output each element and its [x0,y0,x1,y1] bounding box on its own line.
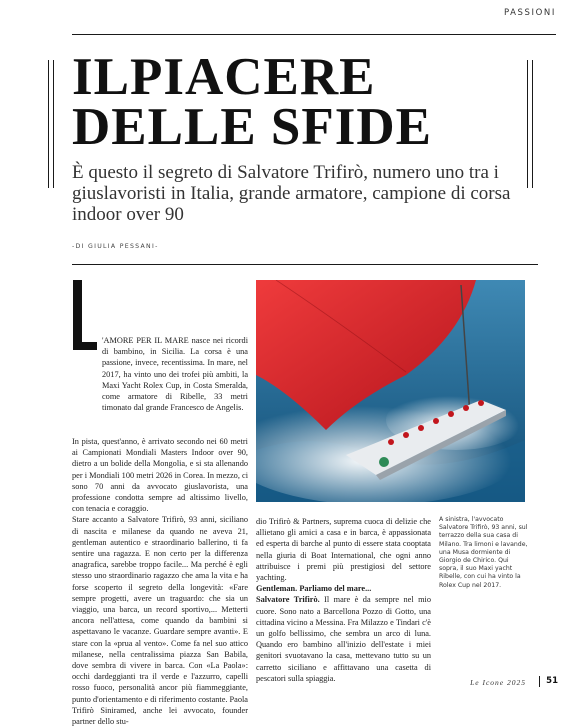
photo-caption: A sinistra, l'avvocato Salvatore Trifirò, 93 anni, sul terrazzo della sua casa di Milano. Tra limoni e lavande, una Musa dormiente di Giorgio de Chirico. Qui sopra, il suo Maxi yacht Ribelle, con cui ha vinto la Rolex Cup nel 2017. [439,516,528,589]
paragraph: Stare accanto a Salvatore Trifirò, 93 anni, siciliano di nascita e milanese da quando ne aveva 21, gentleman autentico e straordinario ballerino, ti fa sentire una ragazza. E non certo per la differenza anagrafica, sarebbe troppo facile... Ma perché è egli stesso uno straordinario ragazzo che ama la vita e ha forse scoperto il segreto della longevità: «Fare sempre progetti, avere un traguardo: che sia un viaggio, una barca, un record sportivo,... Metterti ancora nell'attesa, come quando da bambini si aspettavano le vacanze. Guardare sempre avanti». E stare con la «prua al vento». Come fa nel suo attico milanese, nella centralissima piazza San Babila, dove sembra di vivere in barca. Con «La Paola»: occhi dardeggianti tra il verde e l'azzurro, capelli rosso fuoco, personalità ancor più fiammeggiante, punto d'orientamento e di riferimento costante. Paola Trifirò Siniramed, anche lei avvocato, founder partner dello stu- [72,515,248,727]
left-vertical-rule [48,60,49,188]
svg-text:L: L [72,280,73,281]
headline-line-2: DELLE SFIDE [72,98,433,156]
byline-rule [72,264,538,265]
intro-paragraph: 'AMORE PER IL MARE nasce nei ricordi di bambino, in Sicilia. La corsa è una passione, invece, recentissima. In mare, nel 2017, ha vinto uno dei trofei più ambiti, la Maxi Yacht Rolex Cup, in Costa Smeralda, come armatore di Ribelle, 33 metri timonato dal grande Francesco de Angelis. [102,336,248,413]
page-number: 51 [546,676,558,686]
top-rule [72,34,556,35]
drop-cap-l [72,280,97,350]
yacht-illustration [256,280,525,502]
question-text: Gentleman. Parliamo del mare... [256,584,372,594]
left-vertical-rule-2 [53,60,54,188]
subheadline: È questo il segreto di Salvatore Trifirò, numero uno tra i giuslavoristi in Italia, grande armatore, campione di corsa indoor over 90 [72,162,511,225]
yacht-photo [256,280,525,502]
paragraph: dio Trifirò & Partners, suprema cuoca di delizie che allietano gli amici a casa e in barca, è appassionata ed esperta di barche al punto di essere stata cooptata nella giuria di Boat International, che ogni anno attribuisce i premi più prestigiosi del settore yachting. [256,517,431,583]
right-vertical-rule-2 [532,60,533,188]
headline-line-1: ILPIACERE [72,48,376,106]
footer-divider [539,676,540,687]
answer-text: Il mare è da sempre nel mio cuore. Sono nato a Barcellona Pozzo di Gotto, una cittadina vicino a Messina. Fra Milazzo e Tindari c'è un golfo bellissimo, che sembra un arco di luna. Quando ero bambino all'inizio dell'estate i miei genitori svuotavano la casa, mettevano tutto su un carretto siciliano e affittavano una casetta di pescatori sulla spiaggia. [256,595,431,683]
article-column-2 [256,516,431,684]
article-column-1 [72,436,248,727]
answer-speaker: Salvatore Trifirò. [256,595,320,605]
article-column-1-intro [102,335,248,413]
interview-answer [256,594,431,684]
paragraph: In pista, quest'anno, è arrivato secondo nei 60 metri ai Campionati Mondiali Masters Indoor over 90, dietro a un bolide della Mongolia, e si sta allenando per i Mondiali 100 metri 2026 in Corea. In mezzo, ci sono 70 anni da avvocato giuslavorista, una professione condotta sempre ad altissimo livello, con tenacia e coraggio. [72,437,248,514]
headline [72,48,532,156]
footer-magazine-name: Le Icone 2025 [470,678,526,687]
interview-question [256,583,431,594]
byline: -DI GIULIA PESSANI- [72,243,159,250]
section-label: PASSIONI [503,8,556,18]
